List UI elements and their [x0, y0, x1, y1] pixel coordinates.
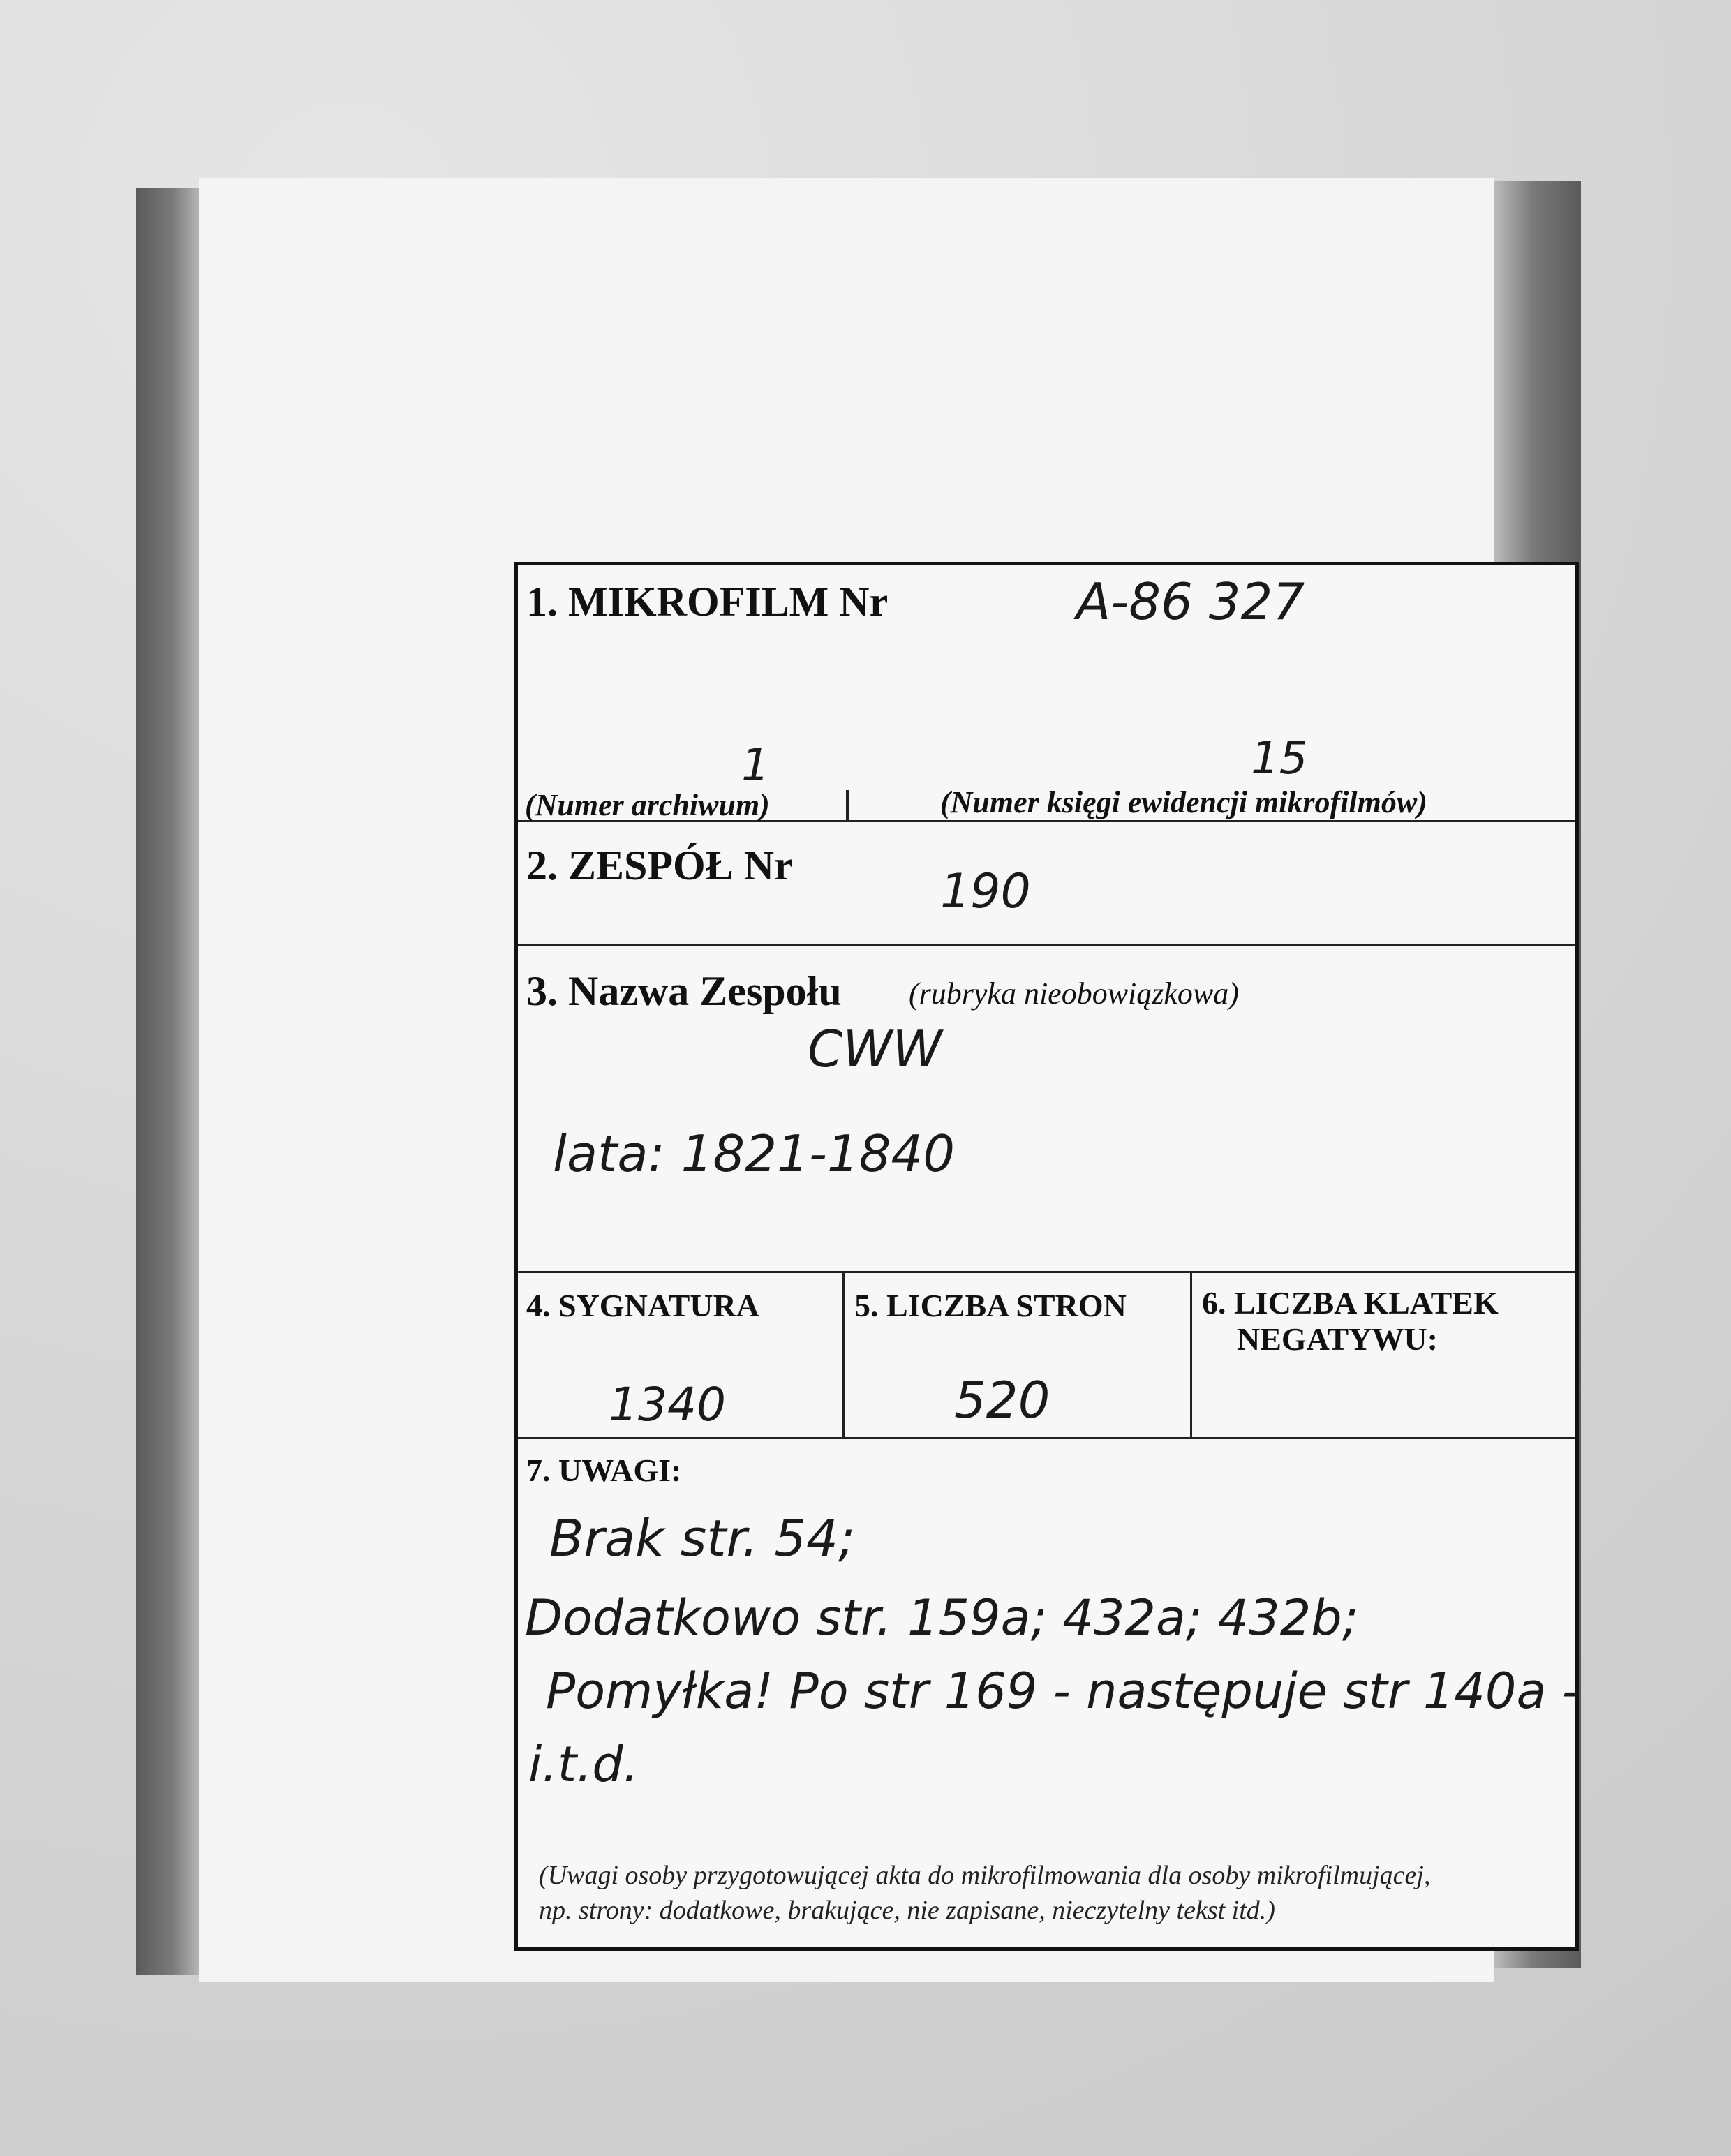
archive-number-value: 1 [741, 740, 770, 791]
fonds-number-value: 190 [940, 864, 1031, 919]
fonds-name-optional-note: (rubryka nieobowiązkowa) [909, 976, 1239, 1011]
remarks-line-2: Dodatkowo str. 159a; 432a; 432b; [525, 1589, 1359, 1646]
remarks-line-1: Brak str. 54; [549, 1509, 856, 1568]
fonds-name-label: 3. Nazwa Zespołu [526, 968, 842, 1014]
fonds-number-label: 2. ZESPÓŁ Nr [526, 842, 793, 889]
microfilm-number-label: 1. MIKROFILM Nr [526, 579, 889, 625]
column-divider-1 [842, 1273, 845, 1437]
film-edge-left [136, 188, 202, 1975]
archive-number-caption: (Numer archiwum) [525, 788, 770, 822]
negative-frames-label-line1: 6. LICZBA KLATEK [1202, 1285, 1499, 1321]
register-number-value: 15 [1251, 733, 1308, 785]
section-remarks [518, 1439, 1580, 1947]
section-fonds-name [518, 946, 1575, 1273]
microfilm-form [514, 562, 1579, 1951]
negative-frames-label-line2: NEGATYWU: [1237, 1321, 1438, 1357]
microfilm-number-value: A-86 327 [1076, 572, 1305, 631]
fonds-name-value: CWW [808, 1020, 942, 1078]
section-signature-pages-frames [518, 1273, 1575, 1439]
remarks-line-3: Pomyłka! Po str 169 - następuje str 140a - [546, 1663, 1580, 1720]
section-microfilm-number [518, 565, 1575, 822]
page-count-label: 5. LICZBA STRON [854, 1288, 1127, 1323]
signature-value: 1340 [609, 1378, 726, 1432]
caption-separator [846, 790, 849, 821]
section-fonds-number [518, 822, 1575, 946]
remarks-line-4: i.t.d. [528, 1736, 639, 1793]
microfilm-card [199, 178, 1580, 1982]
column-divider-2 [1190, 1273, 1192, 1437]
fonds-years-value: lata: 1821-1840 [553, 1124, 956, 1183]
remarks-label: 7. UWAGI: [526, 1452, 682, 1488]
signature-label: 4. SYGNATURA [526, 1288, 759, 1323]
remarks-instruction-line2: np. strony: dodatkowe, brakujące, nie zapisane, nieczytelny tekst itd.) [539, 1896, 1275, 1925]
remarks-instruction-line1: (Uwagi osoby przygotowującej akta do mikrofilmowania dla osoby mikrofilmującej, [539, 1861, 1431, 1890]
page-count-value: 520 [954, 1371, 1050, 1429]
register-caption: (Numer księgi ewidencji mikrofilmów) [940, 785, 1427, 819]
